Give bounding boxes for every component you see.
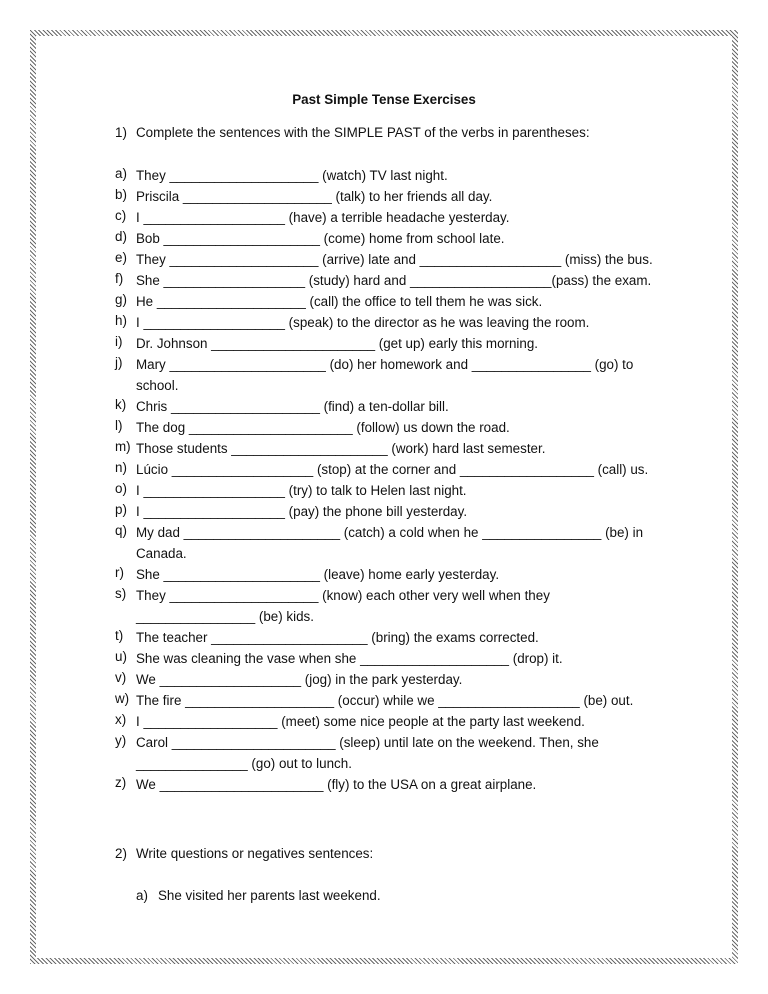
exercise-label: c) — [115, 208, 127, 223]
exercise-item — [0, 585, 768, 627]
section2-item-text: She visited her parents last weekend. — [158, 888, 381, 903]
exercise-label: m) — [115, 439, 131, 454]
section2-item-label: a) — [136, 888, 148, 903]
exercise-label: u) — [115, 649, 127, 664]
exercise-item — [0, 459, 768, 480]
exercise-sentence: The dog ______________________ (follow) us down the road. — [136, 420, 510, 435]
exercise-sentence: We ______________________ (fly) to the USA on a great airplane. — [136, 777, 537, 792]
exercise-label: z) — [115, 775, 127, 790]
exercise-item — [0, 270, 768, 291]
exercise-item — [0, 312, 768, 333]
exercise-sentence: We ___________________ (jog) in the park yesterday. — [136, 672, 463, 687]
exercise-sentence: school. — [136, 378, 179, 393]
exercise-item — [0, 249, 768, 270]
exercise-item — [0, 627, 768, 648]
exercise-item — [0, 711, 768, 732]
exercise-label: k) — [115, 397, 127, 412]
exercise-sentence: She ___________________ (study) hard and ___________________(pass) the exam. — [136, 273, 652, 288]
exercise-sentence: He ____________________ (call) the office to tell them he was sick. — [136, 294, 543, 309]
section2-number: 2) — [115, 846, 127, 861]
section2-instruction: Write questions or negatives sentences: — [136, 846, 374, 861]
exercise-label: g) — [115, 292, 127, 307]
page-title: Past Simple Tense Exercises — [292, 92, 476, 107]
exercise-item — [0, 291, 768, 312]
exercise-item — [0, 480, 768, 501]
exercise-label: v) — [115, 670, 127, 685]
exercise-label: n) — [115, 460, 127, 475]
section1-instruction: Complete the sentences with the SIMPLE PAST of the verbs in parentheses: — [136, 125, 590, 140]
section1-number: 1) — [115, 125, 127, 140]
exercise-sentence: I ___________________ (speak) to the director as he was leaving the room. — [136, 315, 590, 330]
exercise-item — [0, 690, 768, 711]
exercise-item — [0, 333, 768, 354]
exercise-sentence: Lúcio ___________________ (stop) at the corner and __________________ (call) us. — [136, 462, 649, 477]
exercise-item — [0, 669, 768, 690]
exercise-item — [0, 417, 768, 438]
exercise-label: e) — [115, 250, 127, 265]
exercise-sentence: I ___________________ (have) a terrible headache yesterday. — [136, 210, 510, 225]
exercise-sentence: Priscila ____________________ (talk) to her friends all day. — [136, 189, 493, 204]
exercise-label: l) — [115, 418, 123, 433]
exercise-label: p) — [115, 502, 127, 517]
exercise-item — [0, 648, 768, 669]
exercise-sentence: They ____________________ (arrive) late and ___________________ (miss) the bus. — [136, 252, 653, 267]
exercise-sentence: Dr. Johnson ______________________ (get up) early this morning. — [136, 336, 539, 351]
exercise-sentence: She _____________________ (leave) home early yesterday. — [136, 567, 500, 582]
exercise-label: h) — [115, 313, 127, 328]
exercise-sentence: Chris ____________________ (find) a ten-dollar bill. — [136, 399, 449, 414]
exercise-item — [0, 228, 768, 249]
exercise-sentence: Bob _____________________ (come) home from school late. — [136, 231, 505, 246]
exercise-sentence: Carol ______________________ (sleep) until late on the weekend. Then, she — [136, 735, 599, 750]
exercise-item — [0, 354, 768, 396]
exercise-item — [0, 522, 768, 564]
exercise-label: f) — [115, 271, 124, 286]
exercise-sentence: I ___________________ (try) to talk to Helen last night. — [136, 483, 467, 498]
exercise-sentence: The teacher _____________________ (bring) the exams corrected. — [136, 630, 539, 645]
exercise-label: x) — [115, 712, 127, 727]
exercise-label: j) — [115, 355, 123, 370]
exercise-label: a) — [115, 166, 127, 181]
exercise-label: q) — [115, 523, 127, 538]
exercise-label: d) — [115, 229, 127, 244]
exercise-sentence: They ____________________ (watch) TV last night. — [136, 168, 448, 183]
exercise-label: s) — [115, 586, 127, 601]
exercise-item — [0, 501, 768, 522]
exercise-item — [0, 438, 768, 459]
exercise-sentence: The fire ____________________ (occur) while we ___________________ (be) out. — [136, 693, 634, 708]
exercise-sentence: I ___________________ (pay) the phone bill yesterday. — [136, 504, 468, 519]
exercise-label: b) — [115, 187, 127, 202]
exercise-sentence: They ____________________ (know) each other very well when they — [136, 588, 550, 603]
exercise-item — [0, 564, 768, 585]
exercise-sentence: ________________ (be) kids. — [136, 609, 314, 624]
exercise-sentence: She was cleaning the vase when she ____________________ (drop) it. — [136, 651, 563, 666]
exercise-item — [0, 774, 768, 795]
exercise-sentence: I __________________ (meet) some nice people at the party last weekend. — [136, 714, 585, 729]
exercise-item — [0, 396, 768, 417]
exercise-label: y) — [115, 733, 127, 748]
exercise-sentence: Mary _____________________ (do) her homework and ________________ (go) to — [136, 357, 634, 372]
exercise-label: t) — [115, 628, 124, 643]
exercise-item — [0, 186, 768, 207]
exercise-item — [0, 207, 768, 228]
exercise-sentence: Canada. — [136, 546, 187, 561]
exercise-sentence: _______________ (go) out to lunch. — [136, 756, 352, 771]
exercise-label: w) — [115, 691, 130, 706]
exercise-label: o) — [115, 481, 127, 496]
exercise-sentence: My dad _____________________ (catch) a cold when he ________________ (be) in — [136, 525, 644, 540]
exercise-label: r) — [115, 565, 124, 580]
exercise-item — [0, 165, 768, 186]
exercise-label: i) — [115, 334, 123, 349]
exercise-item — [0, 732, 768, 774]
exercise-sentence: Those students _____________________ (work) hard last semester. — [136, 441, 546, 456]
